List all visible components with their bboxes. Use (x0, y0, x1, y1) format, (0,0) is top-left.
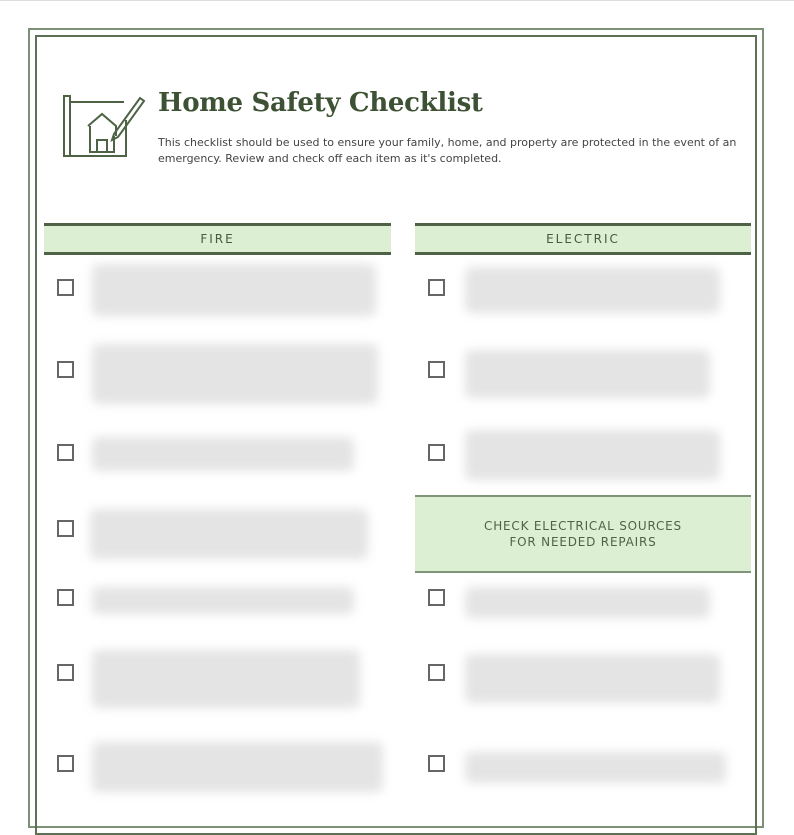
checkbox[interactable] (57, 361, 74, 378)
checkbox[interactable] (57, 279, 74, 296)
electric-subheading (415, 495, 751, 573)
checkbox[interactable] (57, 664, 74, 681)
checkbox[interactable] (57, 520, 74, 537)
blurred-item-text (92, 742, 383, 792)
section-header-electric: ELECTRIC (415, 223, 751, 255)
blurred-item-text (92, 587, 354, 614)
blurred-item-text (90, 509, 368, 559)
checkbox[interactable] (428, 664, 445, 681)
blurred-item-text (92, 437, 354, 471)
blurred-item-text (92, 264, 376, 316)
checkbox[interactable] (428, 444, 445, 461)
checkbox[interactable] (428, 279, 445, 296)
checkbox[interactable] (428, 589, 445, 606)
blurred-item-text (465, 752, 726, 783)
page-description: This checklist should be used to ensure your family, home, and property are protected in the event of an emergency. Review and check off each item as it's completed. (158, 136, 737, 165)
electric-subheading-line1: CHECK ELECTRICAL SOURCES (484, 519, 682, 533)
blurred-item-text (465, 587, 710, 618)
blurred-item-text (465, 350, 710, 398)
blurred-item-text (92, 344, 378, 404)
checkbox[interactable] (57, 755, 74, 772)
page-title: Home Safety Checklist (158, 88, 483, 118)
checkbox[interactable] (428, 361, 445, 378)
electric-subheading-line2: FOR NEEDED REPAIRS (509, 535, 657, 549)
blurred-item-text (465, 654, 720, 703)
checkbox[interactable] (57, 444, 74, 461)
blurred-item-text (465, 267, 720, 313)
blurred-item-text (92, 650, 360, 708)
house-blueprint-pencil-icon (60, 92, 146, 160)
section-header-fire: FIRE (44, 223, 391, 255)
blurred-item-text (465, 430, 720, 480)
checkbox[interactable] (428, 755, 445, 772)
top-divider (0, 0, 794, 1)
checkbox[interactable] (57, 589, 74, 606)
